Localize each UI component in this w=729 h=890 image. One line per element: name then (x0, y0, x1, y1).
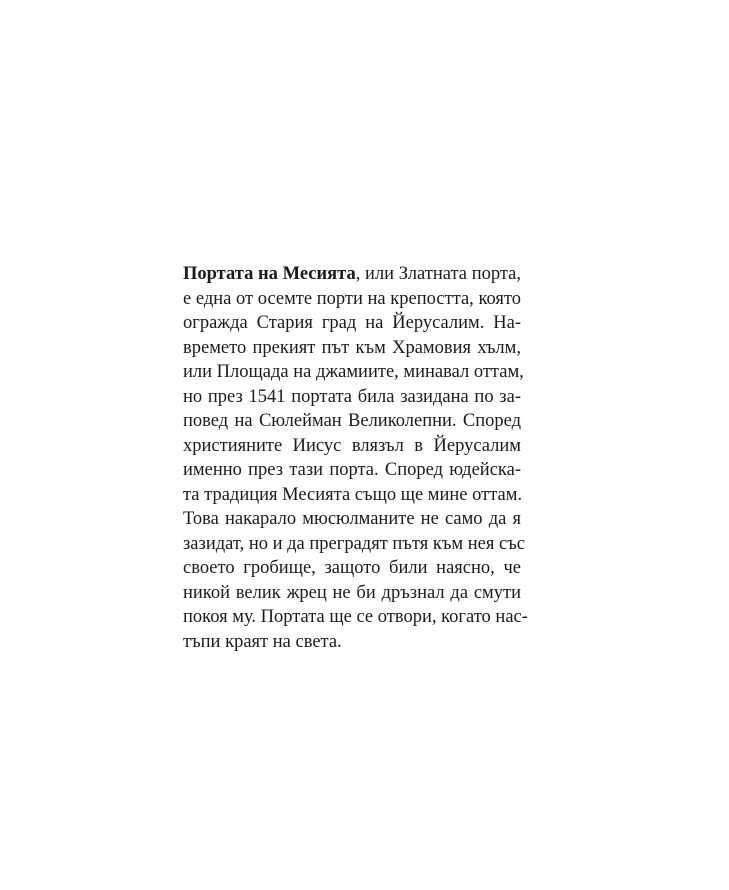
paragraph-line-1-text: , или Златната порта, (355, 264, 521, 284)
body-paragraph (183, 262, 528, 654)
paragraph-line-9: именно през тази порта. Според юдейска- (183, 460, 521, 480)
paragraph-line-10: та традиция Месията също ще мине оттам. (183, 484, 523, 505)
paragraph-line-15: покоя му. Портата ще се отвори, когато нас- (183, 607, 528, 627)
paragraph-line-1 (183, 262, 521, 287)
paragraph-line-7: повед на Сюлейман Великолепни. Според (183, 411, 521, 431)
paragraph-line-12: зазидат, но и да преградят пътя към нея със (183, 533, 525, 554)
paragraph-line-16: тъпи краят на света. (183, 631, 342, 652)
paragraph-line-11: Това накарало мюсюлманите не само да я (183, 509, 521, 529)
paragraph-line-3: огражда Стария град на Йерусалим. На- (183, 313, 521, 333)
paragraph-line-2: е една от осемте порти на крепостта, която (183, 288, 521, 309)
paragraph-line-8: християните Иисус влязъл в Йерусалим (183, 435, 521, 456)
paragraph-line-13: своето гробище, защото били наясно, че (183, 558, 521, 578)
paragraph-line-4: времето прекият път към Храмовия хълм, (183, 337, 521, 358)
paragraph-line-14: никой велик жрец не би дръзнал да смути (183, 582, 521, 603)
paragraph-line-6: но през 1541 портата била зазидана по за- (183, 386, 521, 407)
paragraph-line-5: или Площада на джамиите, минавал оттам, (183, 362, 524, 382)
paragraph-title: Портата на Месията (183, 264, 356, 284)
